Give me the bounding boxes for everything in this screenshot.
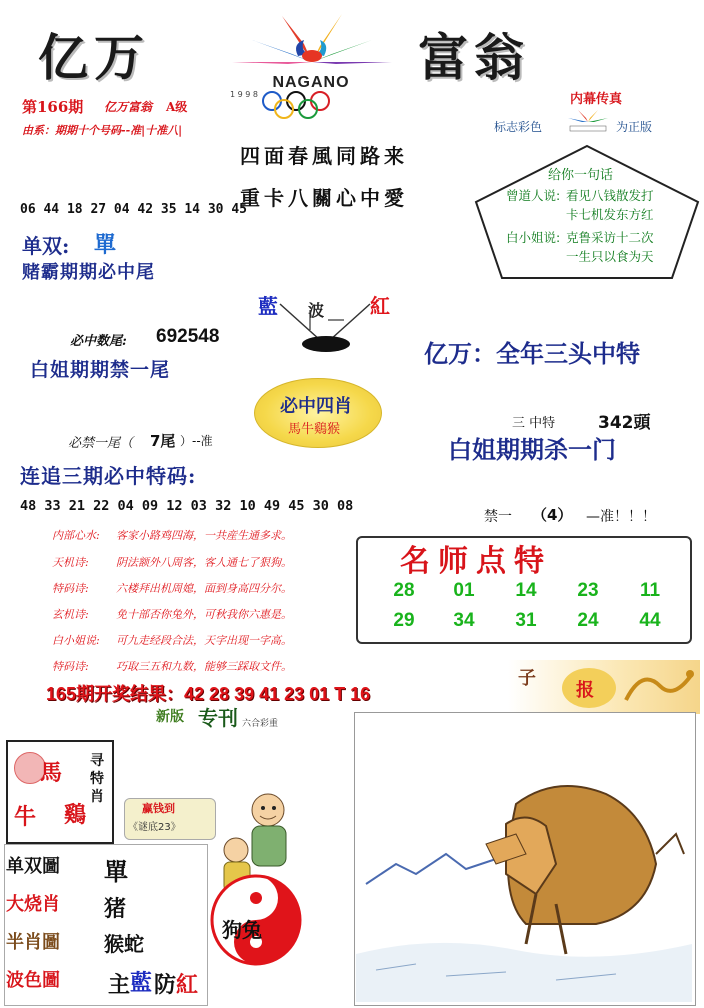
issue-grade: A级	[166, 100, 188, 114]
ban-tail-label: 必禁一尾（	[68, 436, 134, 451]
poem-text-6: 巧取三五和九数，能够三踩取文件。	[116, 660, 292, 673]
special-banner-left: 新版	[156, 709, 184, 725]
couplet-line-2: 重卡八關心中愛	[240, 186, 408, 210]
olympic-rings-icon	[258, 90, 368, 120]
bl-dan: 單	[104, 857, 128, 886]
bl-col1-3: 半肖圖	[6, 932, 60, 953]
fax-line2-b: 一生只以食为天	[566, 249, 654, 264]
title-right: 富翁	[418, 28, 530, 87]
bl-zhu-blue: 藍	[130, 970, 153, 996]
teacher-r1-c3: 14	[515, 580, 537, 601]
wave-red: 紅	[370, 294, 390, 318]
issue-clue: 由系：期期十个号码--准|十准八|	[22, 124, 183, 137]
bl-hou-she: 猴蛇	[104, 932, 144, 956]
streak-numbers: 48 33 21 22 04 09 12 03 32 10 49 45 30 08	[20, 498, 354, 514]
fax-heading: 给你一句话	[548, 168, 614, 183]
must-tail-label: 必中数尾:	[70, 334, 127, 349]
teacher-r2-c2: 34	[453, 610, 475, 631]
fax-mini-logo-icon	[560, 108, 616, 136]
logo-year: 1 9 9 8	[230, 90, 258, 99]
couplet-line-1: 四面春風同路来	[240, 144, 408, 168]
poem-text-5: 可九走经段合法，天字出现一字高。	[116, 634, 292, 647]
teacher-r1-c5: 11	[639, 580, 661, 601]
numbers-ten: 06 44 18 27 04 42 35 14 30 45	[20, 202, 247, 217]
issue-label: 第166期	[22, 98, 84, 116]
dragon-icon	[622, 664, 698, 710]
fax-right: 为正版	[616, 120, 653, 134]
wave-blue: 藍	[258, 294, 278, 318]
logo-text: NAGANO	[272, 74, 350, 91]
poem-label-2: 天机诗:	[52, 556, 89, 569]
fax-line2-label: 白小姐说:	[506, 230, 561, 245]
poem-label-3: 特码诗:	[52, 582, 89, 595]
cartoon-side: 寻特肖	[90, 753, 104, 805]
poem-label-5: 白小姐说:	[52, 634, 100, 647]
special-banner	[156, 702, 352, 732]
special-banner-sub: 六合彩重	[242, 719, 279, 729]
teacher-r2-c4: 24	[577, 610, 599, 631]
poem-label-4: 玄机诗:	[52, 608, 89, 621]
cartoon-ji: 鷄	[64, 802, 87, 828]
three-head-sub: 白姐期期杀一门	[448, 435, 616, 464]
streak-label: 连追三期必中特码:	[20, 464, 197, 488]
ban-one-value: （4）	[532, 506, 573, 524]
teacher-title: 名师点特	[400, 544, 552, 579]
bl-gou-tu: 狗兔	[222, 918, 262, 942]
bl-zhu-main: 主	[108, 972, 131, 998]
poem-text-2: 阴法额外八周客，客人通七了狠狗。	[116, 556, 292, 569]
must-tail-sub: 白姐期期禁一尾	[30, 359, 171, 381]
zi-bao: 报	[576, 680, 594, 701]
poem-label-1: 内部心水:	[52, 529, 100, 542]
fax-line1-label: 曾道人说:	[506, 188, 561, 203]
ban-tail-value: 7尾	[150, 432, 176, 450]
must-tail-value: 692548	[156, 326, 220, 347]
fax-line2-a: 克鲁采访十二次	[566, 230, 654, 245]
fax-line1-a: 看见八钱散发打	[566, 188, 654, 203]
odd-even-value: 單	[94, 232, 117, 258]
teacher-r1-c2: 01	[453, 580, 475, 601]
ban-tail-suffix: ）--准	[180, 434, 213, 448]
horse-painting-icon	[356, 714, 692, 1002]
ban-one-suffix: —准！！！	[586, 509, 656, 525]
bl-col1-2: 大烧肖	[6, 894, 60, 915]
four-zodiac-animals: 馬牛鷄猴	[288, 422, 341, 437]
teacher-r2-c5: 44	[639, 610, 661, 631]
three-head-value: 342頭	[598, 413, 651, 433]
bl-col1-4: 波色圖	[6, 970, 60, 991]
teacher-r2-c3: 31	[515, 610, 537, 631]
bl-zhu-fang: 防	[154, 972, 177, 998]
teacher-r2-c1: 29	[393, 610, 415, 631]
teacher-r1-c4: 23	[577, 580, 599, 601]
bl-zhu: 猪	[104, 896, 127, 922]
fax-left: 标志彩色	[494, 120, 543, 134]
title-left: 亿万	[38, 28, 150, 87]
poem-text-3: 六楼拜出机周媳，面到身高四分尔。	[116, 582, 292, 595]
cartoon-niu: 牛	[14, 804, 37, 830]
four-zodiac-title: 必中四肖	[280, 396, 352, 417]
wave-bowl-icon	[270, 300, 380, 360]
issue-brand: 亿万富翁	[104, 100, 153, 114]
wave-mid: 波	[308, 301, 325, 320]
bl-col1-1: 单双圖	[6, 856, 60, 877]
ban-one-prefix: 禁一	[484, 509, 512, 525]
bl-zhu-red: 紅	[176, 972, 199, 998]
cartoon-ma: 馬	[40, 760, 63, 786]
nagano-logo	[212, 4, 412, 124]
slogan-right: 亿万：全年三头中特	[424, 339, 640, 368]
zi-text: 子	[518, 668, 536, 689]
ticket-b: 《谜底23》	[128, 822, 181, 833]
poem-text-4: 免十部否你兔外，可秋我你六惠是。	[116, 608, 292, 621]
three-head-label: 三 中特	[512, 416, 556, 431]
poem-label-6: 特码诗:	[52, 660, 89, 673]
odd-even-sub: 赌霸期期必中尾	[22, 262, 155, 283]
poem-text-1: 客家小路鸡四海，一共産生通多求。	[116, 529, 292, 542]
ticket-a: 赢钱到	[142, 802, 175, 815]
odd-even-label: 单双:	[22, 234, 70, 258]
teacher-r1-c1: 28	[393, 580, 415, 601]
fax-title: 内幕传真	[570, 92, 623, 107]
result-line: 165期开奖结果：42 28 39 41 23 01 T 16	[46, 684, 371, 704]
special-banner-main: 专刊	[198, 706, 238, 730]
fax-line1-b: 卡七机发东方红	[566, 207, 654, 222]
